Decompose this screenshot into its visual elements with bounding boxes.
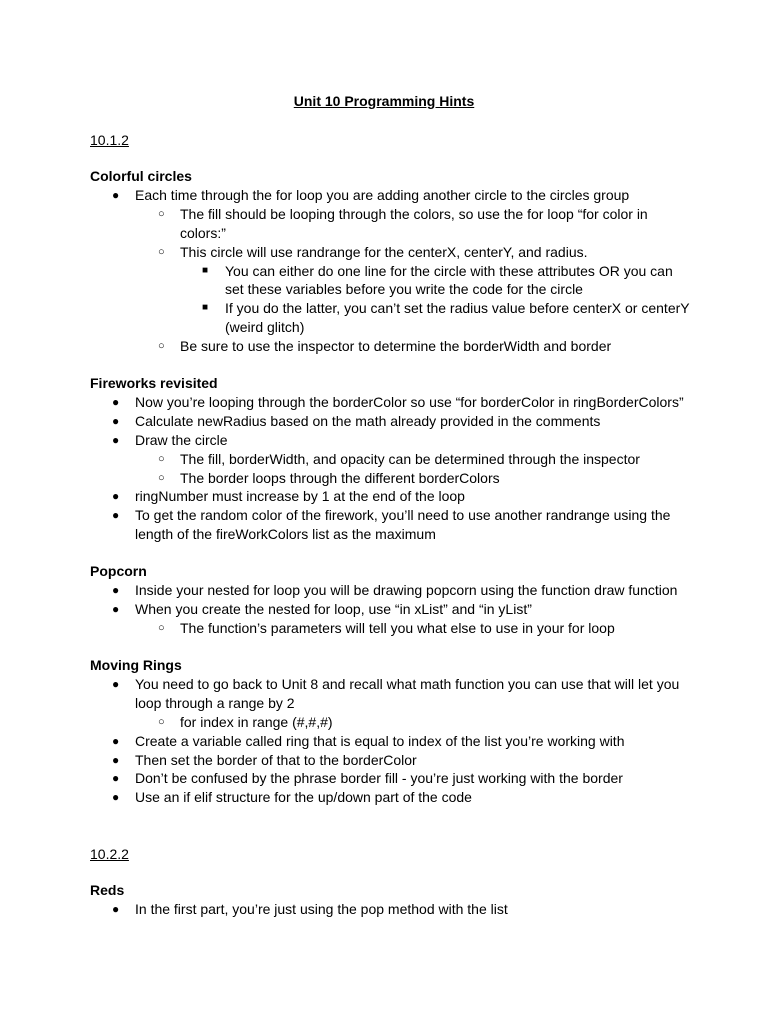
- topic-title: Popcorn: [90, 563, 147, 579]
- list-item-text: Calculate newRadius based on the math already provided in the comments: [135, 412, 601, 429]
- bullet-disc-icon: ●: [112, 771, 120, 786]
- bullet-square-icon: ■: [202, 302, 209, 314]
- list-item-text: Create a variable called ring that is equal to index of the list you’re working with: [135, 732, 625, 749]
- bullet-disc-icon: ●: [112, 508, 120, 523]
- list-item-text: You need to go back to Unit 8 and recall what math function you can use that will let you loop through a range by 2: [135, 675, 680, 711]
- list-item: [90, 431, 690, 450]
- list-item: [90, 769, 690, 788]
- list-item: [90, 581, 690, 600]
- list-item-text: In the first part, you’re just using the pop method with the list: [135, 900, 508, 917]
- topic-moving-rings: [90, 656, 690, 807]
- list-item: [90, 186, 690, 205]
- bullet-list: [90, 900, 690, 919]
- list-item: [90, 450, 690, 469]
- bullet-disc-icon: ●: [112, 187, 120, 202]
- bullet-circle-icon: ○: [158, 207, 165, 220]
- topic-popcorn: [90, 562, 690, 638]
- list-item-text: You can either do one line for the circle with these attributes OR you can set these variables before you write the code for the circle: [225, 262, 673, 298]
- page-title: Unit 10 Programming Hints: [293, 93, 475, 109]
- list-item-text: Inside your nested for loop you will be drawing popcorn using the function draw function: [135, 581, 678, 598]
- list-item-text: Then set the border of that to the borderColor: [135, 751, 417, 768]
- list-item-text: Draw the circle: [135, 431, 228, 448]
- list-item: [90, 487, 690, 506]
- list-item-text: When you create the nested for loop, use “in xList” and “in yList”: [135, 600, 532, 617]
- list-item: [90, 675, 690, 713]
- bullet-circle-icon: ○: [158, 715, 165, 728]
- topic-title: Reds: [90, 882, 125, 898]
- bullet-disc-icon: ●: [112, 413, 120, 428]
- section-heading-10-2-2: 10.2.2: [90, 846, 129, 862]
- bullet-list: [90, 581, 690, 638]
- bullet-disc-icon: ●: [112, 601, 120, 616]
- list-item: [90, 393, 690, 412]
- list-item: [90, 299, 690, 337]
- bullet-list: [90, 675, 690, 807]
- topic-reds: [90, 881, 690, 919]
- list-item: [90, 619, 690, 638]
- bullet-disc-icon: ●: [112, 752, 120, 767]
- bullet-circle-icon: ○: [158, 471, 165, 484]
- bullet-circle-icon: ○: [158, 340, 165, 353]
- list-item-text: Don’t be confused by the phrase border fill - you’re just working with the border: [135, 770, 623, 787]
- list-item-text: The fill should be looping through the colors, so use the for loop “for color in colors:”: [180, 205, 648, 241]
- bullet-circle-icon: ○: [158, 452, 165, 465]
- list-item-text: The fill, borderWidth, and opacity can be determined through the inspector: [180, 450, 640, 467]
- list-item: [90, 788, 690, 807]
- list-item: [90, 713, 690, 732]
- topic-title: Colorful circles: [90, 168, 192, 184]
- list-item-text: The function’s parameters will tell you what else to use in your for loop: [180, 619, 615, 636]
- list-item: [90, 243, 690, 262]
- list-item-text: Be sure to use the inspector to determine the borderWidth and border: [180, 338, 612, 355]
- section-heading-10-1-2: 10.1.2: [90, 132, 129, 148]
- bullet-disc-icon: ●: [112, 394, 120, 409]
- bullet-disc-icon: ●: [112, 901, 120, 916]
- list-item: [90, 469, 690, 488]
- topic-colorful-circles: [90, 167, 690, 356]
- topic-title: Fireworks revisited: [90, 375, 218, 391]
- list-item-text: The border loops through the different borderColors: [180, 469, 500, 486]
- list-item: [90, 751, 690, 770]
- bullet-disc-icon: ●: [112, 733, 120, 748]
- bullet-list: [90, 393, 690, 544]
- bullet-list: [90, 186, 690, 356]
- list-item: [90, 900, 690, 919]
- list-item-text: To get the random color of the firework, you’ll need to use another randrange using the length of the fireWorkColors list as the maximum: [135, 507, 671, 543]
- list-item: [90, 600, 690, 619]
- list-item: [90, 205, 690, 243]
- list-item-text: ringNumber must increase by 1 at the end of the loop: [135, 488, 465, 505]
- list-item: [90, 337, 690, 356]
- list-item: [90, 732, 690, 751]
- bullet-disc-icon: ●: [112, 790, 120, 805]
- list-item-text: If you do the latter, you can’t set the radius value before centerX or centerY (weird glitch): [225, 300, 690, 336]
- list-item-text: Use an if elif structure for the up/down part of the code: [135, 789, 472, 806]
- list-item-text: for index in range (#,#,#): [180, 713, 333, 730]
- list-item: [90, 412, 690, 431]
- bullet-disc-icon: ●: [112, 582, 120, 597]
- bullet-square-icon: ■: [202, 264, 209, 276]
- bullet-circle-icon: ○: [158, 245, 165, 258]
- list-item-text: Now you’re looping through the borderColor so use “for borderColor in ringBorderColors”: [135, 393, 684, 410]
- list-item: [90, 506, 690, 544]
- topic-fireworks-revisited: [90, 374, 690, 544]
- bullet-disc-icon: ●: [112, 432, 120, 447]
- list-item: [90, 262, 690, 300]
- list-item-text: Each time through the for loop you are adding another circle to the circles group: [135, 186, 630, 203]
- topic-title: Moving Rings: [90, 657, 182, 673]
- list-item-text: This circle will use randrange for the centerX, centerY, and radius.: [180, 243, 588, 260]
- bullet-disc-icon: ●: [112, 676, 120, 691]
- bullet-disc-icon: ●: [112, 489, 120, 504]
- bullet-circle-icon: ○: [158, 621, 165, 634]
